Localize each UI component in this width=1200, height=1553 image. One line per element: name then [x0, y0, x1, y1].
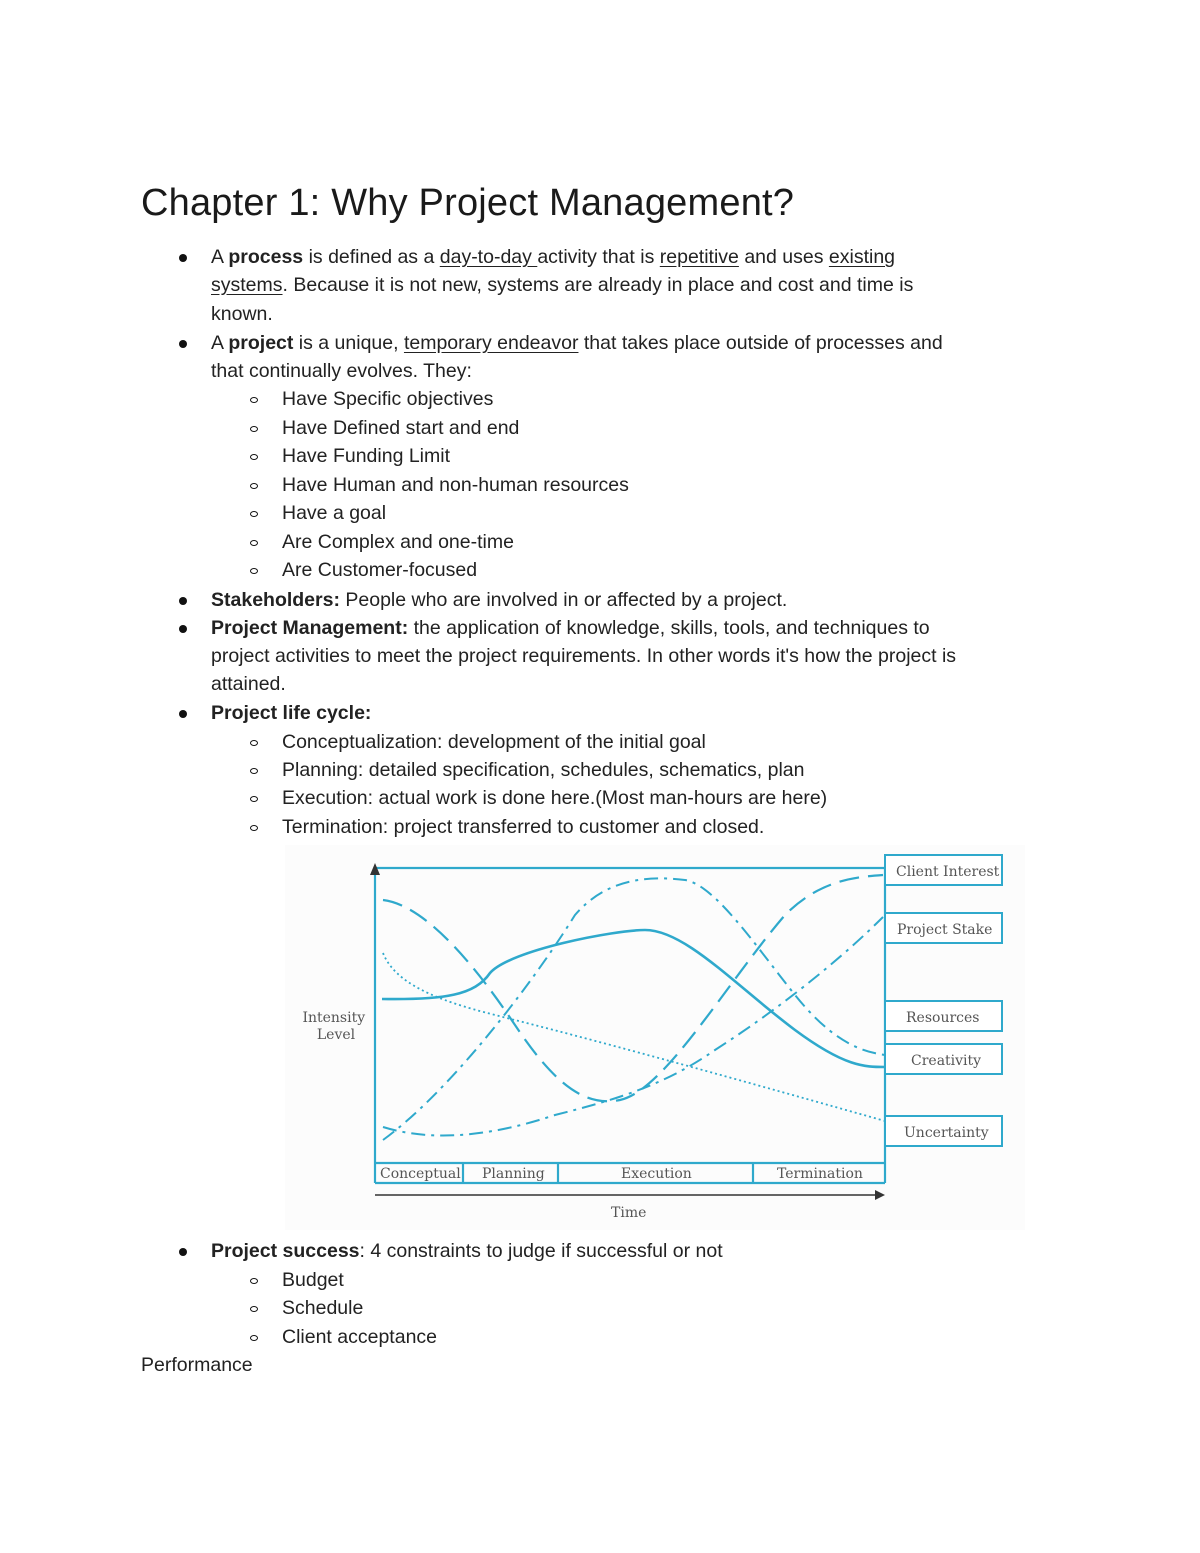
success-item: Schedule: [282, 1297, 364, 1319]
series-uncertainty: [383, 953, 885, 1121]
project-line-2: that continually evolves. They:: [211, 360, 472, 382]
project-item: Have Specific objectives: [282, 388, 494, 410]
sub-bullet-icon: [250, 397, 258, 403]
text: is defined as a: [303, 246, 440, 268]
sub-bullet-icon: [250, 796, 258, 802]
pm-line-2: project activities to meet the project requirements. In other words it's how the project is: [211, 645, 957, 667]
y-axis-label-line: Intensity: [302, 1010, 366, 1026]
y-axis-label: [302, 1010, 369, 1043]
underlined-text: existing: [828, 246, 896, 268]
bullet-icon: [179, 340, 187, 348]
sub-bullet-icon: [250, 454, 258, 460]
lifecycle-item: Execution: actual work is done here.(Most man-hours are here): [282, 787, 828, 809]
bullet-icon: [179, 254, 187, 262]
text: A: [211, 246, 229, 268]
pm-term: Project Management:: [211, 617, 409, 639]
legend-label: Uncertainty: [904, 1125, 989, 1141]
lifecycle-chart-svg: [285, 845, 1025, 1230]
lifecycle-line: [211, 699, 371, 727]
process-line-1: [211, 243, 895, 271]
pm-line-3: attained.: [211, 673, 286, 695]
bullet-icon: [179, 710, 187, 718]
text: . Because it is not new, systems are already in place and cost and time is: [282, 274, 914, 296]
text: that takes place outside of processes and: [578, 332, 943, 354]
project-item: Have Human and non-human resources: [282, 474, 629, 496]
lifecycle-item: Conceptualization: development of the initial goal: [282, 731, 706, 753]
text: and uses: [738, 246, 829, 268]
sub-bullet-icon: [250, 740, 258, 746]
text: activity that is: [537, 246, 660, 268]
lifecycle-item: Termination: project transferred to customer and closed.: [282, 816, 765, 838]
legend-label: Resources: [906, 1010, 980, 1026]
text: the application of knowledge, skills, tools, and techniques to: [408, 617, 930, 639]
legend-label: Client Interest: [896, 864, 1000, 880]
bullet-icon: [179, 1248, 187, 1256]
sub-bullet-icon: [250, 426, 258, 432]
project-item: Have Defined start and end: [282, 417, 520, 439]
legend-label: Project Stake: [897, 922, 993, 938]
legend-label: Creativity: [911, 1053, 982, 1069]
lifecycle-term: Project life cycle:: [211, 702, 372, 724]
bullet-icon: [179, 597, 187, 605]
text: A: [211, 332, 229, 354]
bullet-icon: [179, 625, 187, 633]
lifecycle-chart: [285, 845, 1025, 1230]
sub-bullet-icon: [250, 768, 258, 774]
lifecycle-item: Planning: detailed specification, schedules, schematics, plan: [282, 759, 805, 781]
series-creativity: [383, 878, 885, 1140]
success-item: Client acceptance: [282, 1326, 438, 1348]
process-line-3: known.: [211, 303, 273, 325]
underlined-text: repetitive: [659, 246, 739, 268]
phase-label: Execution: [621, 1166, 692, 1182]
underlined-text: day-to-day: [439, 246, 538, 268]
sub-bullet-icon: [250, 540, 258, 546]
sub-bullet-icon: [250, 1278, 258, 1284]
sub-bullet-icon: [250, 1335, 258, 1341]
project-item: Have Funding Limit: [282, 445, 450, 467]
success-item: Budget: [282, 1269, 344, 1291]
pm-line-1: [211, 614, 930, 642]
underlined-text: systems: [211, 274, 283, 296]
text: is a unique,: [293, 332, 404, 354]
project-item: Have a goal: [282, 502, 387, 524]
phase-label: Planning: [482, 1166, 545, 1182]
text: People who are involved in or affected by a project.: [339, 589, 788, 611]
series-client-interest: [383, 875, 883, 1101]
sub-bullet-icon: [250, 483, 258, 489]
project-term: project: [228, 332, 294, 354]
sub-bullet-icon: [250, 1306, 258, 1312]
performance-text: Performance: [141, 1354, 253, 1376]
success-term: Project success: [211, 1240, 360, 1262]
x-axis-label: Time: [611, 1205, 647, 1221]
time-axis-arrow-icon: [875, 1190, 885, 1200]
sub-bullet-icon: [250, 511, 258, 517]
stakeholders-term: Stakeholders:: [211, 589, 340, 611]
page-title: Chapter 1: Why Project Management?: [141, 182, 795, 224]
process-term: process: [228, 246, 304, 268]
y-axis-label-line: Level: [316, 1027, 356, 1043]
process-line-2: [211, 271, 913, 299]
phase-label: Termination: [777, 1166, 863, 1182]
text: : 4 constraints to judge if successful or not: [359, 1240, 723, 1262]
phase-label: Conceptual: [380, 1166, 461, 1182]
project-item: Are Customer-focused: [282, 559, 478, 581]
underlined-text: temporary endeavor: [403, 332, 579, 354]
stakeholders-line: [211, 586, 787, 614]
project-line-1: [211, 329, 943, 357]
sub-bullet-icon: [250, 568, 258, 574]
sub-bullet-icon: [250, 825, 258, 831]
project-item: Are Complex and one-time: [282, 531, 514, 553]
success-line: [211, 1237, 723, 1265]
